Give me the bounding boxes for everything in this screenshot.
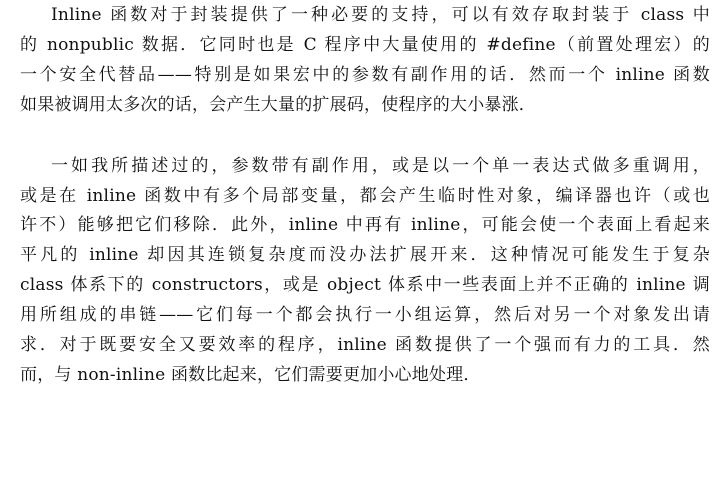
- paragraph-line: 一如我所描述过的，参数带有副作用，或是以一个单一表达式做多重调用，: [51, 156, 710, 176]
- paragraph-line: 的 nonpublic 数据．它同时也是 C 程序中大量使用的 #define（前置处理宏）的: [20, 35, 710, 55]
- paragraph-line: 许不）能够把它们移除．此外，inline 中再有 inline，可能会使一个表面上看起来: [20, 215, 710, 235]
- paragraph-line: 平凡的 inline 却因其连锁复杂度而没办法扩展开来．这种情况可能发生于复杂: [20, 245, 710, 265]
- paragraph-line: 一个安全代替品——特别是如果宏中的参数有副作用的话．然而一个 inline 函数: [20, 65, 710, 85]
- paragraph-line: Inline 函数对于封装提供了一种必要的支持，可以有效存取封装于 class 中: [51, 5, 710, 25]
- paragraph-line: 或是在 inline 函数中有多个局部变量，都会产生临时性对象，编译器也许（或也: [20, 186, 710, 206]
- paragraph-line: 求．对于既要安全又要效率的程序，inline 函数提供了一个强而有力的工具．然: [20, 335, 710, 355]
- paragraph-line: 而，与 non-inline 函数比起来，它们需要更加小心地处理．: [20, 365, 481, 385]
- paragraph-line: 如果被调用太多次的话，会产生大量的扩展码，使程序的大小暴涨．: [20, 95, 536, 115]
- paragraph-line: class 体系下的 constructors，或是 object 体系中一些表面上并不正确的 inline 调: [20, 275, 710, 295]
- paragraph-line: 用所组成的串链——它们每一个都会执行一小组运算，然后对另一个对象发出请: [20, 305, 710, 325]
